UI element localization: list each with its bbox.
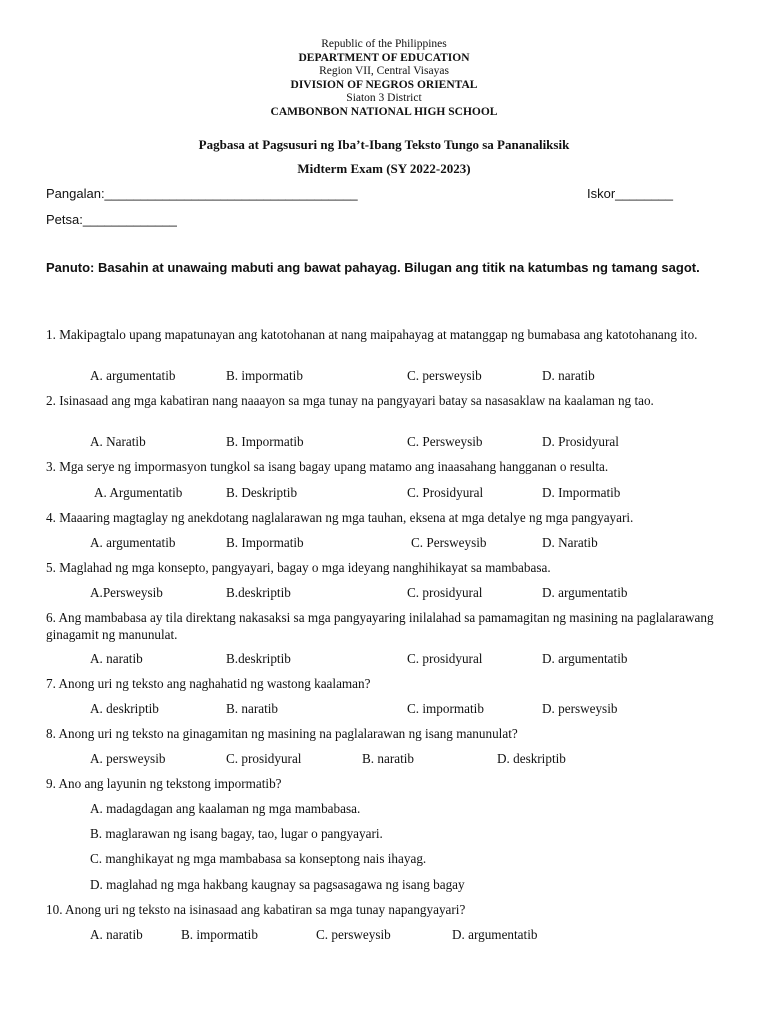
exam-title: Midterm Exam (SY 2022-2023) <box>297 161 471 176</box>
name-field[interactable]: Pangalan:___________________________________ <box>46 186 358 201</box>
question-7: 7. Anong uri ng teksto ang naghahatid ng wastong kaalaman? <box>46 676 371 691</box>
q7-option-a[interactable]: A. deskriptib <box>90 701 159 716</box>
question-10: 10. Anong uri ng teksto na isinasaad ang kabatiran sa mga tunay napangyayari? <box>46 902 466 917</box>
q5-option-b[interactable]: B.deskriptib <box>226 585 291 600</box>
q8-option-c[interactable]: C. prosidyural <box>226 751 302 766</box>
q9-option-d[interactable]: D. maglahad ng mga hakbang kaugnay sa pagsasagawa ng isang bagay <box>90 877 465 892</box>
q5-option-a[interactable]: A.Persweysib <box>90 585 163 600</box>
question-3: 3. Mga serye ng impormasyon tungkol sa isang bagay upang matamo ang inaasahang hangganan o resulta. <box>46 459 609 474</box>
q3-option-c[interactable]: C. Prosidyural <box>407 485 484 500</box>
q7-option-b[interactable]: B. naratib <box>226 701 279 716</box>
q5-option-d[interactable]: D. argumentatib <box>542 585 628 600</box>
q2-option-c[interactable]: C. Persweysib <box>407 434 483 449</box>
subject-title: Pagbasa at Pagsusuri ng Iba’t-Ibang Teksto Tungo sa Pananaliksik <box>198 137 570 152</box>
q3-option-b[interactable]: B. Deskriptib <box>226 485 298 500</box>
q8-option-a[interactable]: A. persweysib <box>90 751 166 766</box>
q4-option-c[interactable]: C. Persweysib <box>411 535 487 550</box>
header-republic: Republic of the Philippines <box>321 38 447 50</box>
question-1: 1. Makipagtalo upang mapatunayan ang katotohanan at nang maipahayag at matanggap ng bumabasa ang katotohanang ito. <box>46 327 698 342</box>
header-department: DEPARTMENT OF EDUCATION <box>298 51 470 64</box>
q9-option-c[interactable]: C. manghikayat ng mga mambabasa sa konseptong nais ihayag. <box>90 851 427 866</box>
q10-option-a[interactable]: A. naratib <box>90 927 143 942</box>
header-district: Siaton 3 District <box>346 92 422 105</box>
q2-option-b[interactable]: B. Impormatib <box>226 434 304 449</box>
question-6: 6. Ang mambabasa ay tila direktang nakasaksi sa mga pangyayaring inilalahad sa pamamagitan ng masining na paglalarawang ginagamit ng manunulat. <box>46 610 714 642</box>
question-8: 8. Anong uri ng teksto na ginagamitan ng masining na paglalarawan ng isang manunulat? <box>46 726 518 741</box>
q3-option-d[interactable]: D. Impormatib <box>542 485 621 500</box>
q6-option-a[interactable]: A. naratib <box>90 651 143 666</box>
q3-option-a[interactable]: A. Argumentatib <box>94 485 183 500</box>
q1-option-a[interactable]: A. argumentatib <box>90 368 176 383</box>
header-school: CAMBONBON NATIONAL HIGH SCHOOL <box>270 105 498 118</box>
q4-option-d[interactable]: D. Naratib <box>542 535 598 550</box>
q5-option-c[interactable]: C. prosidyural <box>407 585 483 600</box>
q6-option-b[interactable]: B.deskriptib <box>226 651 291 666</box>
score-field[interactable]: Iskor________ <box>587 186 674 201</box>
header-division: DIVISION OF NEGROS ORIENTAL <box>290 78 478 91</box>
question-9: 9. Ano ang layunin ng tekstong impormatib? <box>46 776 282 791</box>
date-field[interactable]: Petsa:_____________ <box>46 212 177 227</box>
q1-option-d[interactable]: D. naratib <box>542 368 595 383</box>
q1-option-c[interactable]: C. persweysib <box>407 368 482 383</box>
q10-option-d[interactable]: D. argumentatib <box>452 927 538 942</box>
q7-option-d[interactable]: D. persweysib <box>542 701 618 716</box>
q8-option-d[interactable]: D. deskriptib <box>497 751 566 766</box>
q7-option-c[interactable]: C. impormatib <box>407 701 484 716</box>
q4-option-b[interactable]: B. Impormatib <box>226 535 304 550</box>
q6-option-d[interactable]: D. argumentatib <box>542 651 628 666</box>
header-region: Region VII, Central Visayas <box>319 65 449 78</box>
instructions: Panuto: Basahin at unawaing mabuti ang bawat pahayag. Bilugan ang titik na katumbas ng tamang sagot. <box>46 260 700 275</box>
question-5: 5. Maglahad ng mga konsepto, pangyayari, bagay o mga ideyang nanghihikayat sa mambabasa. <box>46 560 551 575</box>
q10-option-b[interactable]: B. impormatib <box>181 927 258 942</box>
q1-option-b[interactable]: B. impormatib <box>226 368 303 383</box>
q6-option-c[interactable]: C. prosidyural <box>407 651 483 666</box>
q2-option-d[interactable]: D. Prosidyural <box>542 434 619 449</box>
question-4: 4. Maaaring magtaglay ng anekdotang naglalarawan ng mga tauhan, eksena at mga detalye ng mga pangyayari. <box>46 510 634 525</box>
q2-option-a[interactable]: A. Naratib <box>90 434 146 449</box>
q4-option-a[interactable]: A. argumentatib <box>90 535 176 550</box>
q9-option-a[interactable]: A. madagdagan ang kaalaman ng mga mambabasa. <box>90 801 361 816</box>
question-2: 2. Isinasaad ang mga kabatiran nang naaayon sa mga tunay na pangyayari batay sa nasasaklaw na kaalaman ng tao. <box>46 393 654 408</box>
q8-option-b[interactable]: B. naratib <box>362 751 415 766</box>
q10-option-c[interactable]: C. persweysib <box>316 927 391 942</box>
q9-option-b[interactable]: B. maglarawan ng isang bagay, tao, lugar o pangyayari. <box>90 826 383 841</box>
document-header <box>0 38 768 120</box>
